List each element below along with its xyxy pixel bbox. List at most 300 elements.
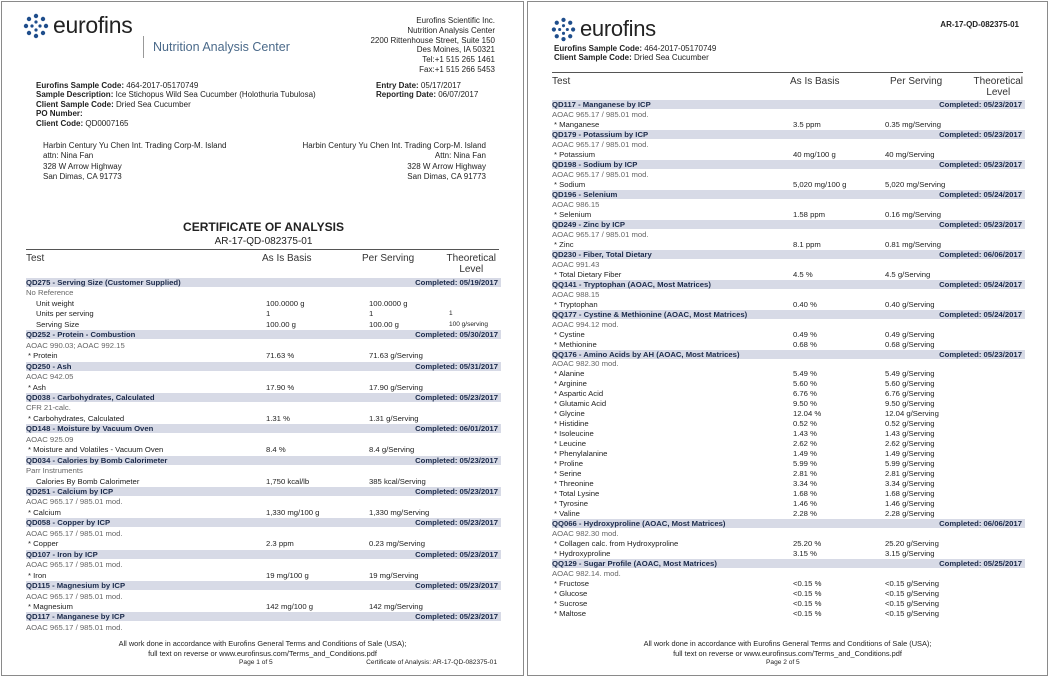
table-header bbox=[552, 76, 1023, 100]
per-serving-value: <0.15 g/Serving bbox=[885, 608, 940, 618]
per-serving-value: 1.68 g/Serving bbox=[885, 489, 935, 499]
section-header-row bbox=[552, 280, 1025, 289]
as-is-value: 0.49 % bbox=[793, 329, 817, 339]
completed-date: Completed: 05/30/2017 bbox=[415, 330, 498, 340]
per-serving-value: 40 mg/Serving bbox=[885, 149, 935, 159]
as-is-value: 2.81 % bbox=[793, 469, 817, 479]
completed-date: Completed: 06/01/2017 bbox=[415, 424, 498, 434]
section-header-row bbox=[552, 100, 1025, 109]
method-name: AOAC 965.17 / 985.01 mod. bbox=[552, 139, 649, 149]
per-serving-value: <0.15 g/Serving bbox=[885, 579, 940, 589]
result-row bbox=[552, 270, 1025, 279]
sample-info bbox=[36, 81, 316, 128]
per-serving-value: 2.62 g/Serving bbox=[885, 439, 935, 449]
as-is-value: 4.5 % bbox=[793, 269, 813, 279]
result-row bbox=[26, 414, 501, 423]
section-header-row bbox=[26, 612, 501, 621]
per-serving-value: 1 bbox=[369, 309, 374, 319]
result-row bbox=[552, 340, 1025, 349]
result-row bbox=[552, 539, 1025, 548]
test-name: * Glycine bbox=[554, 409, 585, 419]
test-name: * Copper bbox=[28, 539, 59, 549]
col-theoretical-line2: Level bbox=[459, 264, 484, 275]
method-row bbox=[26, 592, 501, 601]
result-row bbox=[552, 479, 1025, 488]
party-line: San Dimas, CA 91773 bbox=[43, 172, 122, 182]
result-row bbox=[552, 369, 1025, 378]
section-title: QD117 - Manganese by ICP bbox=[552, 100, 651, 109]
section-title: QD107 - Iron by ICP bbox=[26, 549, 98, 559]
completed-date: Completed: 05/23/2017 bbox=[415, 455, 498, 465]
method-row bbox=[552, 260, 1025, 269]
col-serving: Per Serving bbox=[362, 253, 415, 264]
as-is-value: 100.0000 g bbox=[266, 298, 305, 308]
col-theoretical-line2: Level bbox=[986, 87, 1011, 98]
test-name: * Alanine bbox=[554, 369, 585, 379]
method-row bbox=[26, 560, 501, 569]
test-name: * Threonine bbox=[554, 479, 594, 489]
eurofins-dots-icon bbox=[23, 13, 49, 39]
as-is-value: 25.20 % bbox=[793, 539, 822, 549]
completed-date: Completed: 05/24/2017 bbox=[939, 279, 1022, 289]
page-number: Page 2 of 5 bbox=[766, 659, 800, 666]
address-line: Eurofins Scientific Inc. bbox=[416, 16, 495, 25]
per-serving-value: 3.15 g/Serving bbox=[885, 549, 935, 559]
result-row bbox=[552, 429, 1025, 438]
test-name: Serving Size bbox=[36, 319, 80, 329]
test-name: * Fructose bbox=[554, 579, 590, 589]
footer-line-2: full text on reverse or www.eurofinsus.com/Terms_and_Conditions.pdf bbox=[148, 648, 377, 658]
method-row bbox=[552, 140, 1025, 149]
as-is-value: 2.62 % bbox=[793, 439, 817, 449]
report-page-1 bbox=[1, 1, 524, 676]
col-theoretical bbox=[974, 76, 1023, 98]
party-line: Attn: Nina Fan bbox=[434, 151, 486, 161]
report-page-2 bbox=[527, 1, 1048, 676]
method-name: AOAC 990.03; AOAC 992.15 bbox=[26, 340, 125, 350]
section-header-row bbox=[26, 278, 501, 287]
completed-date: Completed: 05/31/2017 bbox=[415, 361, 498, 371]
result-row bbox=[26, 602, 501, 611]
completed-date: Completed: 05/23/2017 bbox=[415, 549, 498, 559]
per-serving-value: 100.0000 g bbox=[369, 298, 408, 308]
result-row bbox=[26, 383, 501, 392]
col-theoretical-line1: Theoretical bbox=[973, 76, 1023, 87]
method-row bbox=[26, 372, 501, 381]
test-name: * Leucine bbox=[554, 439, 587, 449]
method-row bbox=[552, 569, 1025, 578]
bill-to-address bbox=[43, 141, 227, 183]
section-title: QQ176 - Amino Acids by AH (AOAC, Most Matrices) bbox=[552, 349, 740, 359]
section-header-row bbox=[26, 518, 501, 527]
method-row bbox=[552, 290, 1025, 299]
per-serving-value: 12.04 g/Serving bbox=[885, 409, 939, 419]
sample-code: 464-2017-05170749 bbox=[126, 81, 199, 90]
address-line: 2200 Rittenhouse Street, Suite 150 bbox=[370, 35, 495, 45]
result-row bbox=[552, 419, 1025, 428]
result-row bbox=[26, 351, 501, 360]
completed-date: Completed: 05/24/2017 bbox=[939, 189, 1022, 199]
section-title: QD179 - Potassium by ICP bbox=[552, 129, 649, 139]
per-serving-value: <0.15 g/Serving bbox=[885, 599, 940, 608]
test-name: * Serine bbox=[554, 469, 582, 479]
result-row bbox=[552, 180, 1025, 189]
result-row bbox=[552, 589, 1025, 598]
theoretical-level: 1 bbox=[449, 310, 453, 318]
result-row bbox=[552, 240, 1025, 249]
method-name: AOAC 982.14. mod. bbox=[552, 569, 621, 579]
method-name: AOAC 965.17 / 985.01 mod. bbox=[26, 622, 123, 632]
reporting-date: 06/07/2017 bbox=[438, 90, 479, 100]
section-header-row bbox=[552, 350, 1025, 359]
completed-date: Completed: 06/06/2017 bbox=[939, 519, 1022, 529]
method-row bbox=[26, 435, 501, 444]
as-is-value: 100.00 g bbox=[266, 319, 296, 329]
test-name: * Protein bbox=[28, 351, 58, 361]
result-row bbox=[552, 599, 1025, 608]
as-is-value: 5.99 % bbox=[793, 459, 817, 469]
test-name: * Sucrose bbox=[554, 599, 588, 608]
as-is-value: 1,750 kcal/lb bbox=[266, 476, 310, 486]
test-name: * Histidine bbox=[554, 419, 589, 429]
as-is-value: 17.90 % bbox=[266, 382, 295, 392]
eurofins-dots-icon bbox=[551, 17, 576, 42]
method-name: AOAC 965.17 / 985.01 mod. bbox=[26, 497, 123, 507]
section-title: QD148 - Moisture by Vacuum Oven bbox=[26, 424, 154, 434]
method-name: AOAC 994.12 mod. bbox=[552, 319, 619, 329]
method-row bbox=[26, 497, 501, 506]
party-line: 328 W Arrow Highway bbox=[43, 161, 122, 171]
entry-date: 05/17/2017 bbox=[420, 81, 461, 90]
per-serving-value: 385 kcal/Serving bbox=[369, 476, 426, 486]
per-serving-value: 25.20 g/Serving bbox=[885, 539, 939, 549]
result-row bbox=[26, 309, 501, 318]
as-is-value: 3.5 ppm bbox=[793, 119, 821, 129]
test-name: * Calcium bbox=[28, 507, 61, 517]
as-is-value: <0.15 % bbox=[793, 599, 822, 608]
section-header-row bbox=[552, 310, 1025, 319]
as-is-value: 1.68 % bbox=[793, 489, 817, 499]
method-row bbox=[552, 320, 1025, 329]
as-is-value: 3.15 % bbox=[793, 549, 817, 559]
section-header-row bbox=[26, 393, 501, 402]
method-name: AOAC 986.15 bbox=[552, 199, 600, 209]
per-serving-value: 100.00 g bbox=[369, 319, 399, 329]
per-serving-value: <0.15 g/Serving bbox=[885, 589, 940, 599]
method-name: AOAC 965.17 / 985.01 mod. bbox=[26, 591, 123, 601]
completed-date: Completed: 05/23/2017 bbox=[415, 518, 498, 528]
per-serving-value: 3.34 g/Serving bbox=[885, 479, 935, 489]
per-serving-value: 19 mg/Serving bbox=[369, 570, 419, 580]
result-row bbox=[26, 445, 501, 454]
method-name: No Reference bbox=[26, 288, 74, 298]
method-name: AOAC 988.15 bbox=[552, 289, 600, 299]
ship-to-address bbox=[303, 141, 487, 183]
client-sample-code-label: Client Sample Code: bbox=[554, 53, 632, 63]
test-name: * Selenium bbox=[554, 209, 592, 219]
result-row bbox=[552, 439, 1025, 448]
result-row bbox=[26, 477, 501, 486]
as-is-value: 6.76 % bbox=[793, 389, 817, 399]
result-row bbox=[26, 539, 501, 548]
per-serving-value: 5.99 g/Serving bbox=[885, 459, 935, 469]
result-row bbox=[552, 469, 1025, 478]
center-name: Nutrition Analysis Center bbox=[153, 40, 290, 54]
lab-address bbox=[370, 16, 495, 75]
per-serving-value: 1.49 g/Serving bbox=[885, 449, 935, 459]
test-name: * Iron bbox=[28, 570, 47, 580]
test-name: * Tryptophan bbox=[554, 299, 598, 309]
test-name: Units per serving bbox=[36, 309, 94, 319]
as-is-value: 1 bbox=[266, 309, 271, 319]
per-serving-value: 142 mg/Serving bbox=[369, 601, 423, 611]
per-serving-value: 0.35 mg/Serving bbox=[885, 119, 941, 129]
date-info bbox=[376, 81, 478, 100]
logo-wordmark: eurofins bbox=[580, 16, 656, 41]
section-title: QQ141 - Tryptophan (AOAC, Most Matrices) bbox=[552, 279, 711, 289]
per-serving-value: 0.16 mg/Serving bbox=[885, 209, 941, 219]
per-serving-value: 5,020 mg/Serving bbox=[885, 179, 946, 189]
sample-code: 464-2017-05170749 bbox=[644, 44, 717, 53]
as-is-value: 5,020 mg/100 g bbox=[793, 179, 847, 189]
result-row bbox=[552, 449, 1025, 458]
per-serving-value: 5.60 g/Serving bbox=[885, 379, 935, 389]
party-line: San Dimas, CA 91773 bbox=[407, 172, 486, 182]
result-row bbox=[552, 609, 1025, 618]
as-is-value: <0.15 % bbox=[793, 579, 822, 589]
center-name-block bbox=[143, 36, 290, 58]
section-title: QQ129 - Sugar Profile (AOAC, Most Matrices) bbox=[552, 559, 717, 569]
party-line: 328 W Arrow Highway bbox=[407, 161, 486, 171]
method-row bbox=[26, 403, 501, 412]
result-row bbox=[26, 508, 501, 517]
as-is-value: 9.50 % bbox=[793, 399, 817, 409]
result-row bbox=[552, 409, 1025, 418]
completed-date: Completed: 05/23/2017 bbox=[939, 129, 1022, 139]
section-header-row bbox=[552, 519, 1025, 528]
method-row bbox=[26, 288, 501, 297]
method-row bbox=[552, 200, 1025, 209]
result-row bbox=[552, 120, 1025, 129]
address-line: Tel:+1 515 265 1461 bbox=[422, 55, 495, 65]
test-name: * Potassium bbox=[554, 149, 596, 159]
result-row bbox=[552, 300, 1025, 309]
section-header-row bbox=[26, 456, 501, 465]
test-name: * Glutamic Acid bbox=[554, 399, 607, 409]
section-title: QD252 - Protein - Combustion bbox=[26, 330, 136, 340]
method-row bbox=[26, 623, 501, 632]
test-name: * Carbohydrates, Calculated bbox=[28, 413, 125, 423]
method-row bbox=[552, 359, 1025, 368]
section-title: QD230 - Fiber, Total Dietary bbox=[552, 249, 652, 259]
completed-date: Completed: 05/23/2017 bbox=[939, 219, 1022, 229]
party-line: Harbin Century Yu Chen Int. Trading Corp-M. Island bbox=[43, 141, 227, 150]
sample-desc-label: Sample Description: bbox=[36, 90, 114, 100]
per-serving-value: 1,330 mg/Serving bbox=[369, 507, 430, 517]
completed-date: Completed: 05/23/2017 bbox=[939, 349, 1022, 359]
sample-code-label: Eurofins Sample Code: bbox=[554, 44, 643, 53]
section-header-row bbox=[26, 424, 501, 433]
method-name: AOAC 942.05 bbox=[26, 372, 74, 382]
as-is-value: 0.40 % bbox=[793, 299, 817, 309]
per-serving-value: 8.4 g/Serving bbox=[369, 445, 415, 455]
test-name: * Zinc bbox=[554, 239, 574, 249]
per-serving-value: 4.5 g/Serving bbox=[885, 269, 931, 279]
section-header-row bbox=[552, 220, 1025, 229]
col-basis: As Is Basis bbox=[262, 253, 312, 264]
address-line: Nutrition Analysis Center bbox=[407, 25, 495, 35]
col-theoretical-line1: Theoretical bbox=[446, 253, 496, 264]
header-rule bbox=[552, 72, 1023, 73]
as-is-value: 0.52 % bbox=[793, 419, 817, 429]
completed-date: Completed: 05/25/2017 bbox=[939, 559, 1022, 569]
per-serving-value: 0.23 mg/Serving bbox=[369, 539, 425, 549]
test-name: * Manganese bbox=[554, 119, 600, 129]
method-name: AOAC 965.17 / 985.01 mod. bbox=[552, 169, 649, 179]
footer bbox=[2, 639, 523, 658]
client-code-label: Client Code: bbox=[36, 118, 84, 128]
section-header-row bbox=[552, 190, 1025, 199]
test-name: * Cystine bbox=[554, 329, 585, 339]
section-header-row bbox=[26, 581, 501, 590]
as-is-value: 8.1 ppm bbox=[793, 239, 821, 249]
page2-sample-info bbox=[554, 44, 716, 63]
as-is-value: 1.58 ppm bbox=[793, 209, 826, 219]
party-line: Harbin Century Yu Chen Int. Trading Corp-M. Island bbox=[302, 141, 486, 150]
test-name: * Hydroxyproline bbox=[554, 549, 611, 559]
result-row bbox=[552, 499, 1025, 508]
test-name: * Collagen calc. from Hydroxyproline bbox=[554, 539, 679, 549]
method-row bbox=[26, 529, 501, 538]
page2-ar-number: AR-17-QD-082375-01 bbox=[940, 20, 1019, 29]
col-test: Test bbox=[552, 76, 571, 87]
method-row bbox=[552, 170, 1025, 179]
section-header-row bbox=[552, 559, 1025, 568]
result-row bbox=[552, 459, 1025, 468]
result-row bbox=[26, 320, 501, 329]
result-row bbox=[552, 210, 1025, 219]
as-is-value: 5.49 % bbox=[793, 369, 817, 379]
result-row bbox=[552, 379, 1025, 388]
completed-date: Completed: 05/23/2017 bbox=[939, 100, 1022, 109]
test-name: * Magnesium bbox=[28, 601, 73, 611]
test-name: Calories By Bomb Calorimeter bbox=[36, 476, 140, 486]
per-serving-value: 5.49 g/Serving bbox=[885, 369, 935, 379]
client-sample-code-label: Client Sample Code: bbox=[36, 99, 114, 109]
method-name: AOAC 965.17 / 985.01 mod. bbox=[552, 229, 649, 239]
test-name: * Valine bbox=[554, 509, 580, 519]
section-title: QD249 - Zinc by ICP bbox=[552, 219, 626, 229]
per-serving-value: 1.46 g/Serving bbox=[885, 499, 935, 509]
method-row bbox=[26, 466, 501, 475]
test-name: * Total Lysine bbox=[554, 489, 600, 499]
per-serving-value: 71.63 g/Serving bbox=[369, 351, 423, 361]
completed-date: Completed: 05/24/2017 bbox=[939, 309, 1022, 319]
section-title: QD196 - Selenium bbox=[552, 189, 618, 199]
as-is-value: 2.28 % bbox=[793, 509, 817, 519]
section-header-row bbox=[552, 250, 1025, 259]
as-is-value: 142 mg/100 g bbox=[266, 601, 314, 611]
as-is-value: 71.63 % bbox=[266, 351, 295, 361]
section-title: QD117 - Manganese by ICP bbox=[26, 612, 125, 622]
section-title: QD198 - Sodium by ICP bbox=[552, 159, 638, 169]
footer-line-1: All work done in accordance with Eurofins General Terms and Conditions of Sale (USA); bbox=[118, 639, 407, 648]
test-name: * Ash bbox=[28, 382, 46, 392]
section-header-row bbox=[26, 487, 501, 496]
completed-date: Completed: 05/23/2017 bbox=[415, 612, 498, 622]
result-row bbox=[26, 299, 501, 308]
completed-date: Completed: 05/23/2017 bbox=[415, 392, 498, 402]
header-rule bbox=[26, 249, 499, 250]
certificate-title: CERTIFICATE OF ANALYSIS bbox=[183, 220, 344, 234]
result-row bbox=[552, 549, 1025, 558]
reporting-date-label: Reporting Date: bbox=[376, 90, 436, 100]
test-name: * Total Dietary Fiber bbox=[554, 269, 622, 279]
certificate-number: AR-17-QD-082375-01 bbox=[214, 236, 313, 247]
result-row bbox=[552, 399, 1025, 408]
client-sample-code: Dried Sea Cucumber bbox=[634, 53, 709, 63]
as-is-value: 0.68 % bbox=[793, 339, 817, 349]
section-title: QD115 - Magnesium by ICP bbox=[26, 581, 126, 591]
client-sample-code: Dried Sea Cucumber bbox=[116, 99, 191, 109]
test-name: * Tyrosine bbox=[554, 499, 589, 509]
section-header-row bbox=[552, 130, 1025, 139]
test-name: * Isoleucine bbox=[554, 429, 594, 439]
method-name: AOAC 991.43 bbox=[552, 259, 600, 269]
party-line: attn: Nina Fan bbox=[43, 151, 94, 161]
per-serving-value: 6.76 g/Serving bbox=[885, 389, 935, 399]
test-name: Unit weight bbox=[36, 298, 75, 308]
completed-date: Completed: 05/23/2017 bbox=[415, 487, 498, 496]
per-serving-value: 0.52 g/Serving bbox=[885, 419, 935, 429]
table-header bbox=[26, 253, 499, 277]
as-is-value: <0.15 % bbox=[793, 608, 822, 618]
method-name: Parr Instruments bbox=[26, 466, 83, 476]
section-title: QQ177 - Cystine & Methionine (AOAC, Most Matrices) bbox=[552, 309, 748, 319]
test-name: * Phenylalanine bbox=[554, 449, 608, 459]
section-title: QQ066 - Hydroxyproline (AOAC, Most Matrices) bbox=[552, 519, 726, 529]
col-basis: As Is Basis bbox=[790, 76, 840, 87]
test-name: * Methionine bbox=[554, 339, 597, 349]
section-header-row bbox=[552, 160, 1025, 169]
per-serving-value: 0.68 g/Serving bbox=[885, 339, 935, 349]
col-theoretical bbox=[447, 253, 496, 275]
entry-date-label: Entry Date: bbox=[376, 81, 419, 90]
result-row bbox=[552, 150, 1025, 159]
as-is-value: 2.3 ppm bbox=[266, 539, 294, 549]
result-row bbox=[552, 509, 1025, 518]
per-serving-value: 1.43 g/Serving bbox=[885, 429, 935, 439]
method-name: AOAC 965.17 / 985.01 mod. bbox=[26, 528, 123, 538]
test-name: * Moisture and Volatiles - Vacuum Oven bbox=[28, 445, 164, 455]
section-title: QD250 - Ash bbox=[26, 361, 72, 371]
method-name: AOAC 982.30 mod. bbox=[552, 359, 619, 369]
as-is-value: 1.46 % bbox=[793, 499, 817, 509]
completed-date: Completed: 06/06/2017 bbox=[939, 249, 1022, 259]
method-name: CFR 21-calc. bbox=[26, 403, 71, 413]
per-serving-value: 0.49 g/Serving bbox=[885, 329, 935, 339]
method-name: AOAC 925.09 bbox=[26, 434, 74, 444]
section-title: QD275 - Serving Size (Customer Supplied) bbox=[26, 278, 181, 287]
method-name: AOAC 982.30 mod. bbox=[552, 529, 619, 539]
test-name: * Sodium bbox=[554, 179, 586, 189]
test-name: * Maltose bbox=[554, 608, 587, 618]
test-name: * Proline bbox=[554, 459, 584, 469]
method-row bbox=[552, 529, 1025, 538]
method-row bbox=[26, 341, 501, 350]
as-is-value: 40 mg/100 g bbox=[793, 149, 836, 159]
section-title: QD038 - Carbohydrates, Calculated bbox=[26, 392, 155, 402]
